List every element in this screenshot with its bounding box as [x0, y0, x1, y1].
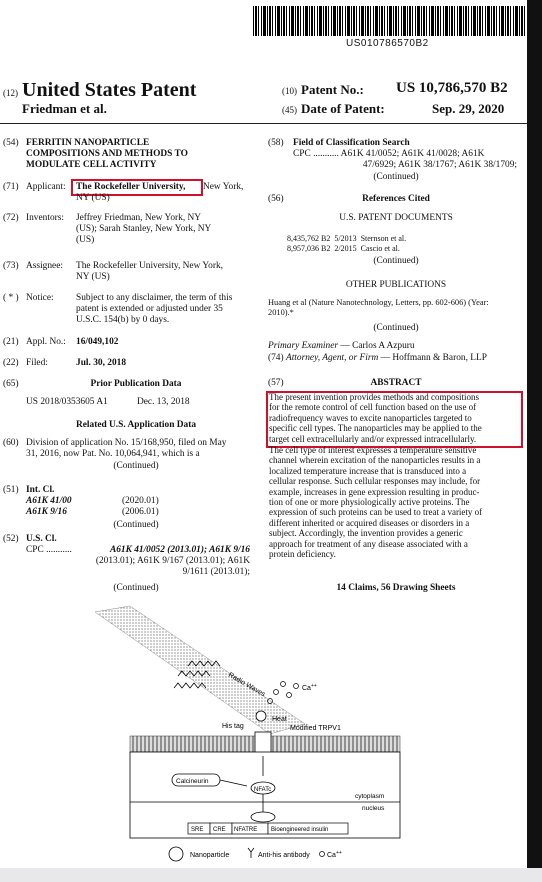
sre-label: SRE — [191, 827, 204, 833]
abstract-line: cellular response. Such cellular responses may include, for — [269, 476, 481, 487]
intcl-class: A61K 9/16 — [26, 507, 67, 517]
abstract-line: radiofrequency waves to excite nanoparticles targeted to — [269, 412, 472, 423]
attorney-name: — Hoffmann & Baron, LLP — [378, 353, 487, 363]
assignee-line: NY (US) — [76, 272, 110, 282]
field-search-classes — [293, 149, 517, 171]
abstract-highlighted — [269, 392, 519, 444]
assignee — [76, 261, 223, 283]
patent-date: Sep. 29, 2020 — [432, 101, 505, 116]
abstract-line: approach for treatment of any disease associated with a — [269, 538, 468, 549]
references-heading: References Cited — [362, 194, 430, 204]
patent-number-row — [282, 80, 508, 98]
code-51: (51) — [3, 485, 19, 495]
legend-antibody-icon — [248, 848, 254, 858]
related-data-heading: Related U.S. Application Data — [75, 420, 197, 430]
ref-name: Sternson et al. — [360, 234, 407, 243]
legend-calcium-text: Ca — [327, 852, 336, 859]
examiner-label: Primary Examiner — [268, 341, 339, 351]
code-54: (54) — [3, 138, 19, 148]
title-line: MODULATE CELL ACTIVITY — [26, 160, 157, 170]
examiner-name: — Carlos A Azpuru — [338, 341, 415, 351]
appl-label: Appl. No.: — [26, 337, 66, 347]
calcium-ion — [274, 690, 279, 695]
notice-label: Notice: — [26, 293, 54, 303]
applicant-location: New York, — [203, 182, 244, 192]
patent-number: US 10,786,570 B2 — [396, 80, 508, 96]
huang-line: Huang et al (Nature Nanotechnology, Letters, pp. 602-606) (Year: — [268, 298, 489, 307]
applicant-location: NY (US) — [76, 193, 110, 203]
nfatc-nucleus — [251, 812, 275, 822]
inventors-list — [76, 213, 211, 246]
legend-calcium: Ca++ — [327, 850, 342, 859]
header-rule — [0, 123, 527, 124]
uscl-line: 9/1611 (2013.01); — [182, 567, 250, 577]
notice-line: Subject to any disclaimer, the term of this — [76, 293, 233, 303]
code-52: (52) — [3, 534, 19, 544]
applicant-label: Applicant: — [26, 182, 66, 192]
table-row — [287, 244, 410, 254]
continued-note: (Continued) — [113, 583, 159, 593]
patent-no-label: Patent No.: — [301, 82, 364, 97]
prior-pub-date: Dec. 13, 2018 — [137, 397, 190, 407]
abstract-line: different inherited or acquired diseases or disorders in a — [269, 517, 470, 528]
field-line: CPC ........... A61K 41/0052; A61K 41/0028; A61K — [293, 149, 485, 159]
code-71: (71) — [3, 182, 19, 192]
prior-pub-number: US 2018/0353605 A1 — [26, 397, 108, 407]
division-line: 31, 2016, now Pat. No. 10,064,941, which is a — [26, 449, 200, 459]
calcineurin-label: Calcineurin — [176, 778, 209, 785]
insulin-label: Bioengineered insulin — [271, 827, 329, 833]
code-56: (56) — [268, 194, 284, 204]
uscl-label: U.S. Cl. — [26, 534, 57, 544]
abstract-body — [269, 445, 519, 559]
abstract-line: target cell extracellularly and/or expressed intracellularly. — [269, 433, 477, 444]
screen-edge-bottom — [0, 868, 542, 882]
legend-nanoparticle-icon — [169, 847, 183, 861]
code-45: (45) — [282, 105, 297, 115]
code-22: (22) — [3, 358, 19, 368]
abstract-line: expression of such proteins can be used to treat a variety of — [269, 507, 483, 518]
abstract-line: protein deficiency. — [269, 549, 336, 560]
cre-label: CRE — [213, 827, 226, 833]
intcl-year: (2020.01) — [122, 496, 159, 506]
filed-date: Jul. 30, 2018 — [76, 358, 127, 368]
field-search-label: Field of Classification Search — [293, 138, 410, 148]
notice-text — [76, 293, 232, 326]
heat-label: Heat — [272, 716, 287, 723]
abstract-line: subject. Accordingly, the invention provides a generic — [269, 528, 463, 539]
his-tag-label: His tag — [222, 723, 244, 730]
uscl-line: A61K 41/0052 (2013.01); A61K 9/16 — [109, 545, 250, 555]
abstract-line: channel wherein excitation of the nanoparticles results in a — [269, 455, 481, 466]
calcium-text: Ca — [302, 685, 311, 692]
abstract-line: example, increases in gene expression resulting in produc- — [269, 486, 480, 497]
legend-antibody: Anti-his antibody — [258, 852, 310, 859]
division-text — [26, 438, 227, 460]
continued-note: (Continued) — [113, 461, 159, 471]
intcl-class: A61K 41/00 — [26, 496, 72, 506]
modified-trpv1-label: Modified TRPV1 — [290, 725, 341, 732]
abstract-line: The present invention provides methods and compositions — [269, 392, 479, 402]
calcium-label: Ca++ — [302, 683, 317, 692]
code-60: (60) — [3, 438, 19, 448]
claims-count: 14 Claims, 56 Drawing Sheets — [336, 583, 456, 593]
abstract-line: specific cell types. The nanoparticles may be applied to the — [269, 423, 482, 434]
cytoplasm-label: cytoplasm — [355, 793, 385, 800]
patent-heading — [3, 79, 196, 102]
nanoparticle — [256, 711, 266, 721]
code-10: (10) — [282, 86, 297, 96]
barcode-number: US010786570B2 — [346, 38, 429, 49]
code-65: (65) — [3, 379, 19, 389]
calcium-ion — [294, 684, 299, 689]
calcium-ion — [287, 693, 292, 698]
other-publications-heading: OTHER PUBLICATIONS — [345, 280, 447, 290]
legend-nanoparticle: Nanoparticle — [190, 852, 230, 859]
code-58: (58) — [268, 138, 284, 148]
radio-wave-beam — [95, 606, 305, 734]
patent-references-table — [287, 234, 410, 254]
calcium-ion — [281, 682, 286, 687]
invention-title — [26, 138, 188, 171]
ref-number: 8,435,762 B2 — [287, 234, 331, 243]
nfatc-label: NFATc — [254, 787, 272, 793]
ref-number: 8,957,036 B2 — [287, 244, 331, 253]
continued-note: (Continued) — [373, 323, 419, 333]
nfatre-label: NFATRE — [234, 827, 258, 833]
title-line: FERRITIN NANOPARTICLE — [26, 138, 150, 148]
code-notice: ( * ) — [3, 293, 19, 303]
field-line: 47/6929; A61K 38/1767; A61K 38/1709; — [362, 160, 517, 170]
huang-reference — [268, 298, 489, 318]
screen-edge-right — [527, 0, 542, 882]
continued-note: (Continued) — [113, 520, 159, 530]
patent-date-row — [282, 101, 505, 117]
patent-authors: Friedman et al. — [22, 101, 107, 116]
continued-note: (Continued) — [373, 256, 419, 266]
assignee-label: Assignee: — [26, 261, 63, 271]
code-12: (12) — [3, 88, 18, 98]
inventor-line: Jeffrey Friedman, New York, NY — [76, 213, 202, 223]
abstract-line: tion of one or more physiologically active proteins. The — [269, 497, 470, 508]
abstract-line: The cell type of interest expresses a temperature sensitive — [269, 445, 477, 455]
code-21: (21) — [3, 337, 19, 347]
intcl-label: Int. Cl. — [26, 485, 55, 495]
continued-note: (Continued) — [373, 172, 419, 182]
abstract-line: for the remote control of cell function based on the use of — [269, 402, 477, 413]
title-line: COMPOSITIONS AND METHODS TO — [26, 149, 188, 159]
legend-calcium-icon — [320, 852, 325, 857]
radio-waves-label: Radio Waves — [227, 671, 267, 699]
filed-label: Filed: — [26, 358, 48, 368]
uscl-cpc: CPC ........... — [26, 545, 72, 555]
nucleus-label: nucleus — [362, 805, 385, 812]
notice-line: U.S.C. 154(b) by 0 days. — [76, 315, 170, 325]
representative-figure — [0, 604, 527, 868]
barcode — [253, 6, 525, 36]
uscl-classes — [90, 545, 250, 578]
code-57: (57) — [268, 378, 284, 388]
code-73: (73) — [3, 261, 19, 271]
notice-line: patent is extended or adjusted under 35 — [76, 304, 223, 314]
assignee-line: The Rockefeller University, New York, — [76, 261, 224, 271]
date-label: Date of Patent: — [301, 101, 385, 116]
abstract-line: localized temperature increase that is transduced into a — [269, 465, 467, 476]
inventor-line: (US) — [76, 235, 95, 245]
ref-date: 2/2015 — [334, 244, 357, 253]
code-72: (72) — [3, 213, 19, 223]
code-74: (74) — [268, 353, 284, 363]
uscl-line: (2013.01); A61K 9/167 (2013.01); A61K — [95, 556, 250, 566]
attorney — [268, 353, 487, 364]
inventor-line: (US); Sarah Stanley, New York, NY — [76, 224, 212, 234]
ref-date: 5/2013 — [334, 234, 357, 243]
patent-title: United States Patent — [22, 79, 197, 101]
appl-number: 16/049,102 — [76, 337, 119, 347]
us-patent-documents: U.S. PATENT DOCUMENTS — [339, 213, 453, 223]
inventors-label: Inventors: — [26, 213, 65, 223]
applicant-name: The Rockefeller University, — [76, 182, 186, 192]
prior-publication-heading: Prior Publication Data — [90, 379, 182, 389]
primary-examiner — [268, 341, 415, 352]
attorney-label: Attorney, Agent, or Firm — [285, 353, 379, 363]
huang-line: 2010).* — [268, 308, 294, 317]
division-line: Division of application No. 15/168,950, filed on May — [26, 438, 227, 448]
intcl-year: (2006.01) — [122, 507, 159, 517]
abstract-heading: ABSTRACT — [370, 378, 422, 388]
table-row — [287, 234, 410, 244]
ref-name: Cascio et al. — [360, 244, 400, 253]
